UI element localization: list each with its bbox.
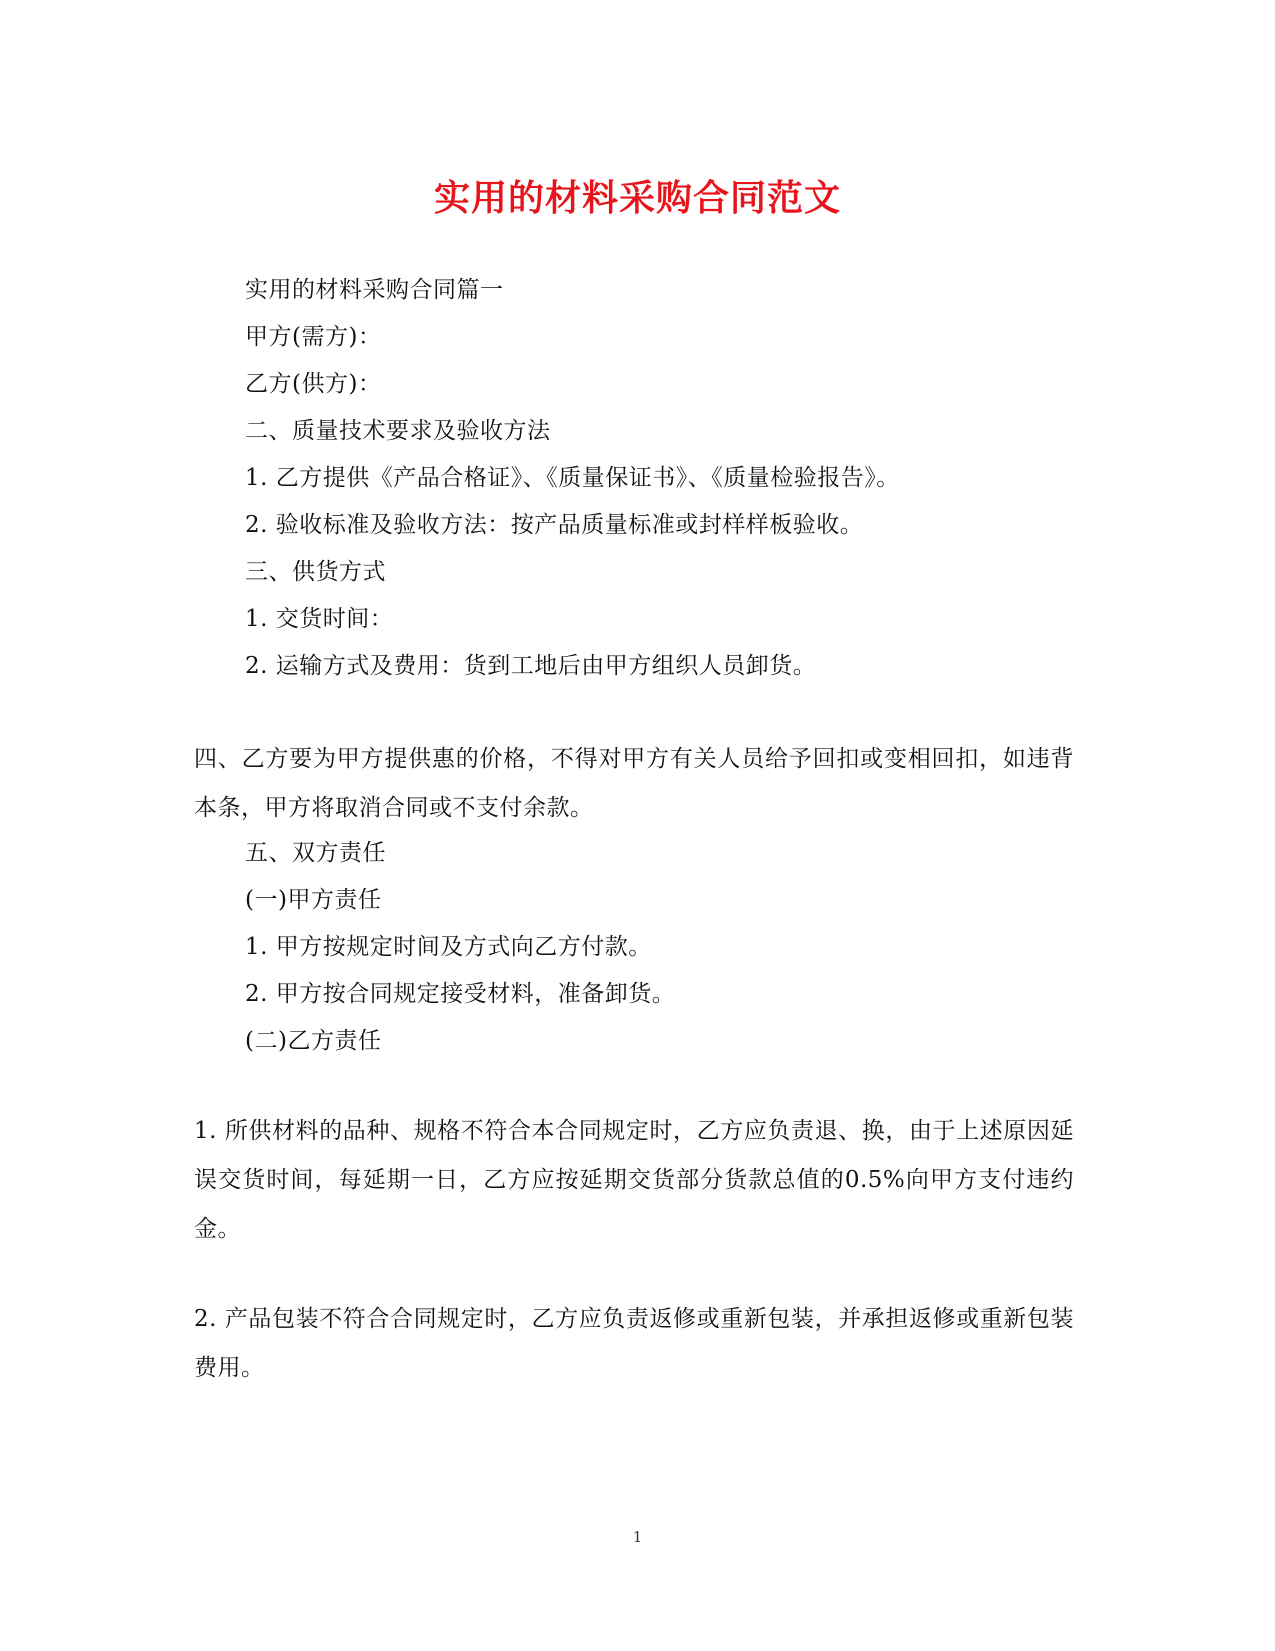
clause-paragraph: 1. 所供材料的品种、规格不符合本合同规定时，乙方应负责退、换，由于上述原因延误交货时间，每延期一日，乙方应按延期交货部分货款总值的0.5%向甲方支付违约金。 bbox=[194, 1118, 1074, 1242]
clause-item: 1. 甲方按规定时间及方式向乙方付款。 bbox=[245, 934, 652, 960]
clause-item: 2. 验收标准及验收方法：按产品质量标准或封样样板验收。 bbox=[245, 512, 864, 538]
document-title: 实用的材料采购合同范文 bbox=[433, 178, 841, 219]
clause-heading-5: 五、双方责任 bbox=[245, 840, 386, 866]
clause-paragraph-4: 四、乙方要为甲方提供惠的价格，不得对甲方有关人员给予回扣或变相回扣，如违背本条，甲方将取消合同或不支付余款。 bbox=[194, 746, 1074, 821]
clause-item: 1. 乙方提供《产品合格证》、《质量保证书》、《质量检验报告》。 bbox=[245, 465, 900, 491]
subsection-heading: (二)乙方责任 bbox=[245, 1028, 382, 1054]
party-a-label: 甲方(需方)： bbox=[245, 324, 382, 350]
clause-heading-3: 三、供货方式 bbox=[245, 559, 386, 585]
page-number: 1 bbox=[632, 1528, 643, 1546]
clause-item: 1. 交货时间： bbox=[245, 606, 394, 632]
clause-item: 2. 运输方式及费用：货到工地后由甲方组织人员卸货。 bbox=[245, 653, 817, 679]
clause-paragraph: 2. 产品包装不符合合同规定时，乙方应负责返修或重新包装，并承担返修或重新包装费用。 bbox=[194, 1306, 1074, 1381]
party-b-label: 乙方(供方)： bbox=[245, 371, 382, 397]
clause-item: 2. 甲方按合同规定接受材料，准备卸货。 bbox=[245, 981, 676, 1007]
clause-heading-2: 二、质量技术要求及验收方法 bbox=[245, 418, 551, 444]
subsection-heading: (一)甲方责任 bbox=[245, 887, 382, 913]
section-heading: 实用的材料采购合同篇一 bbox=[245, 277, 504, 303]
